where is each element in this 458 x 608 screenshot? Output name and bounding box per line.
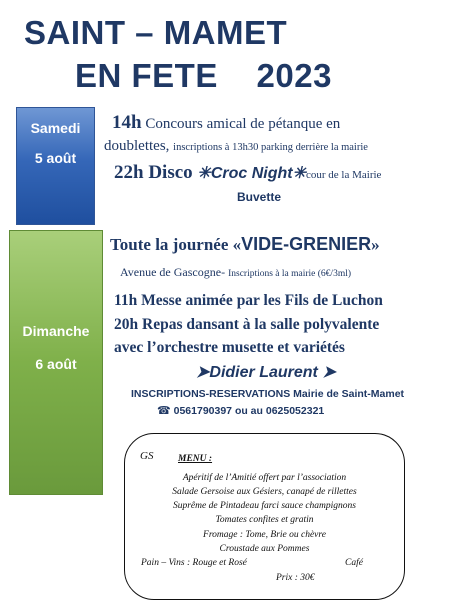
- saturday-event-buvette: Buvette: [237, 190, 282, 204]
- menu-price: Prix : 30€: [276, 573, 315, 583]
- sunday-mass: 11h Messe animée par les Fils de Luchon: [114, 292, 383, 309]
- sunday-vide-grenier-detail: Avenue de Gascogne- Inscriptions à la mairie (6€/3ml): [120, 265, 352, 279]
- saturday-event-petanque: 14h Concours amical de pétanque en: [112, 112, 341, 133]
- sunday-dinner: 20h Repas dansant à la salle polyvalente: [114, 316, 380, 333]
- saturday-day: Samedi: [30, 120, 81, 136]
- menu-item: Croustade aux Pommes: [219, 544, 310, 554]
- title-line-2: EN FETE 2023: [75, 57, 332, 94]
- menu-item: Apéritif de l’Amitié offert par l’association: [182, 473, 347, 483]
- reservations-label: INSCRIPTIONS-RESERVATIONS Mairie de Saint-Mamet: [131, 388, 405, 400]
- sunday-day: Dimanche: [22, 323, 90, 339]
- menu-drinks: Pain – Vins : Rouge et Rosé: [141, 558, 247, 568]
- title-line-1: SAINT – MAMET: [24, 14, 288, 51]
- saturday-label-box: [16, 107, 95, 225]
- saturday-event-disco: 22h Disco ✳Croc Night✳cour de la Mairie: [114, 162, 382, 183]
- saturday-event-petanque-detail: doublettes, inscriptions à 13h30 parking derrière la mairie: [104, 138, 368, 154]
- sunday-date: 6 août: [35, 356, 77, 372]
- menu-coffee: Café: [345, 558, 363, 568]
- menu-logo-icon: GS: [140, 450, 154, 462]
- menu-item: Suprême de Pintadeau farci sauce champignons: [172, 501, 356, 511]
- phone-icon: ☎: [157, 404, 171, 417]
- menu-item: Salade Gersoise aux Gésiers, canapé de rillettes: [172, 487, 357, 497]
- sunday-dinner-band: avec l’orchestre musette et variétés: [114, 339, 345, 356]
- sunday-vide-grenier: Toute la journée «VIDE-GRENIER»: [110, 234, 380, 254]
- menu-item: Tomates confites et gratin: [215, 515, 314, 525]
- menu-item: Fromage : Tome, Brie ou chèvre: [203, 530, 326, 540]
- menu-heading: MENU :: [178, 454, 213, 464]
- saturday-date: 5 août: [34, 150, 77, 166]
- reservations-phones: ☎ 0561790397 ou au 0625052321: [157, 404, 325, 417]
- sunday-band-name: ➤Didier Laurent ➤: [196, 364, 336, 381]
- sunday-label-box: [9, 230, 103, 495]
